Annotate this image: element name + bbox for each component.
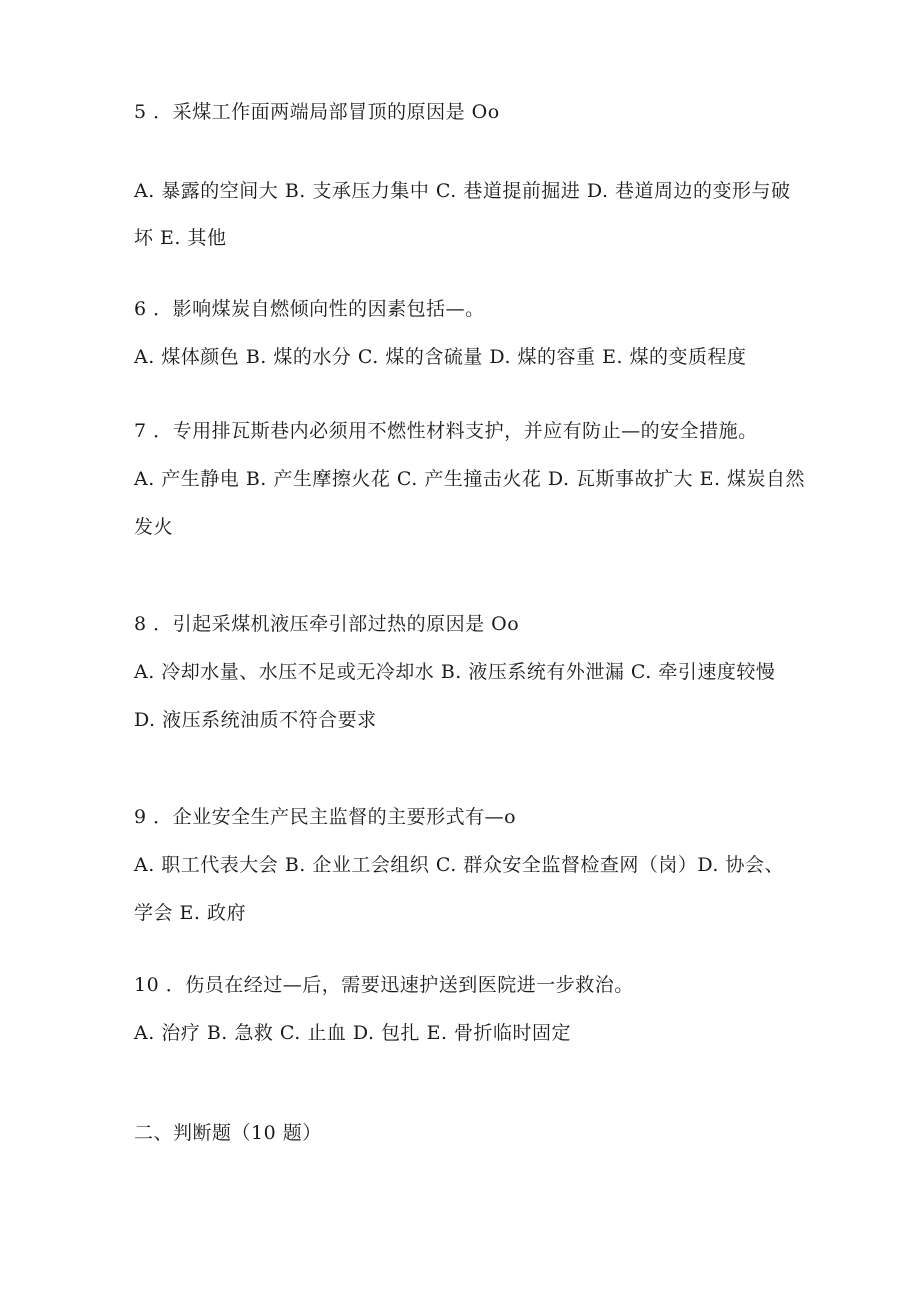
question-7-options-line-1: A. 产生静电 B. 产生摩擦火花 C. 产生撞击火花 D. 瓦斯事故扩大 E. 煤炭自然 [134, 468, 806, 490]
question-10-options-line-1: A. 治疗 B. 急救 C. 止血 D. 包扎 E. 骨折临时固定 [134, 1022, 572, 1044]
question-7-options-line-2: 发火 [134, 516, 174, 538]
question-9-options-line-2: 学会 E. 政府 [134, 902, 246, 924]
question-9-stem: 9 ．企业安全生产民主监督的主要形式有—o [134, 806, 517, 828]
question-9-options-line-1: A. 职工代表大会 B. 企业工会组织 C. 群众安全监督检查网（岗）D. 协会、 [134, 854, 784, 876]
question-6-options-line-1: A. 煤体颜色 B. 煤的水分 C. 煤的含硫量 D. 煤的容重 E. 煤的变质程度 [134, 346, 747, 368]
question-8-options-line-1: A. 冷却水量、水压不足或无冷却水 B. 液压系统有外泄漏 C. 牵引速度较慢 [134, 661, 776, 683]
question-5-options-line-1: A. 暴露的空间大 B. 支承压力集中 C. 巷道提前掘进 D. 巷道周边的变形与破 [134, 180, 791, 202]
question-6-stem: 6 ．影响煤炭自燃倾向性的因素包括—。 [134, 298, 485, 320]
question-10-stem: 10 ．伤员在经过—后，需要迅速护送到医院进一步救治。 [134, 974, 634, 996]
question-5-stem: 5 ．采煤工作面两端局部冒顶的原因是 Oo [134, 101, 500, 123]
section-heading-true-false: 二、判断题（10 题） [134, 1122, 322, 1144]
question-8-stem: 8 ．引起采煤机液压牵引部过热的原因是 Oo [134, 613, 520, 635]
question-7-stem: 7 ．专用排瓦斯巷内必须用不燃性材料支护，并应有防止—的安全措施。 [134, 420, 758, 442]
question-8-options-line-2: D. 液压系统油质不符合要求 [134, 709, 377, 731]
question-5-options-line-2: 坏 E. 其他 [134, 227, 227, 249]
